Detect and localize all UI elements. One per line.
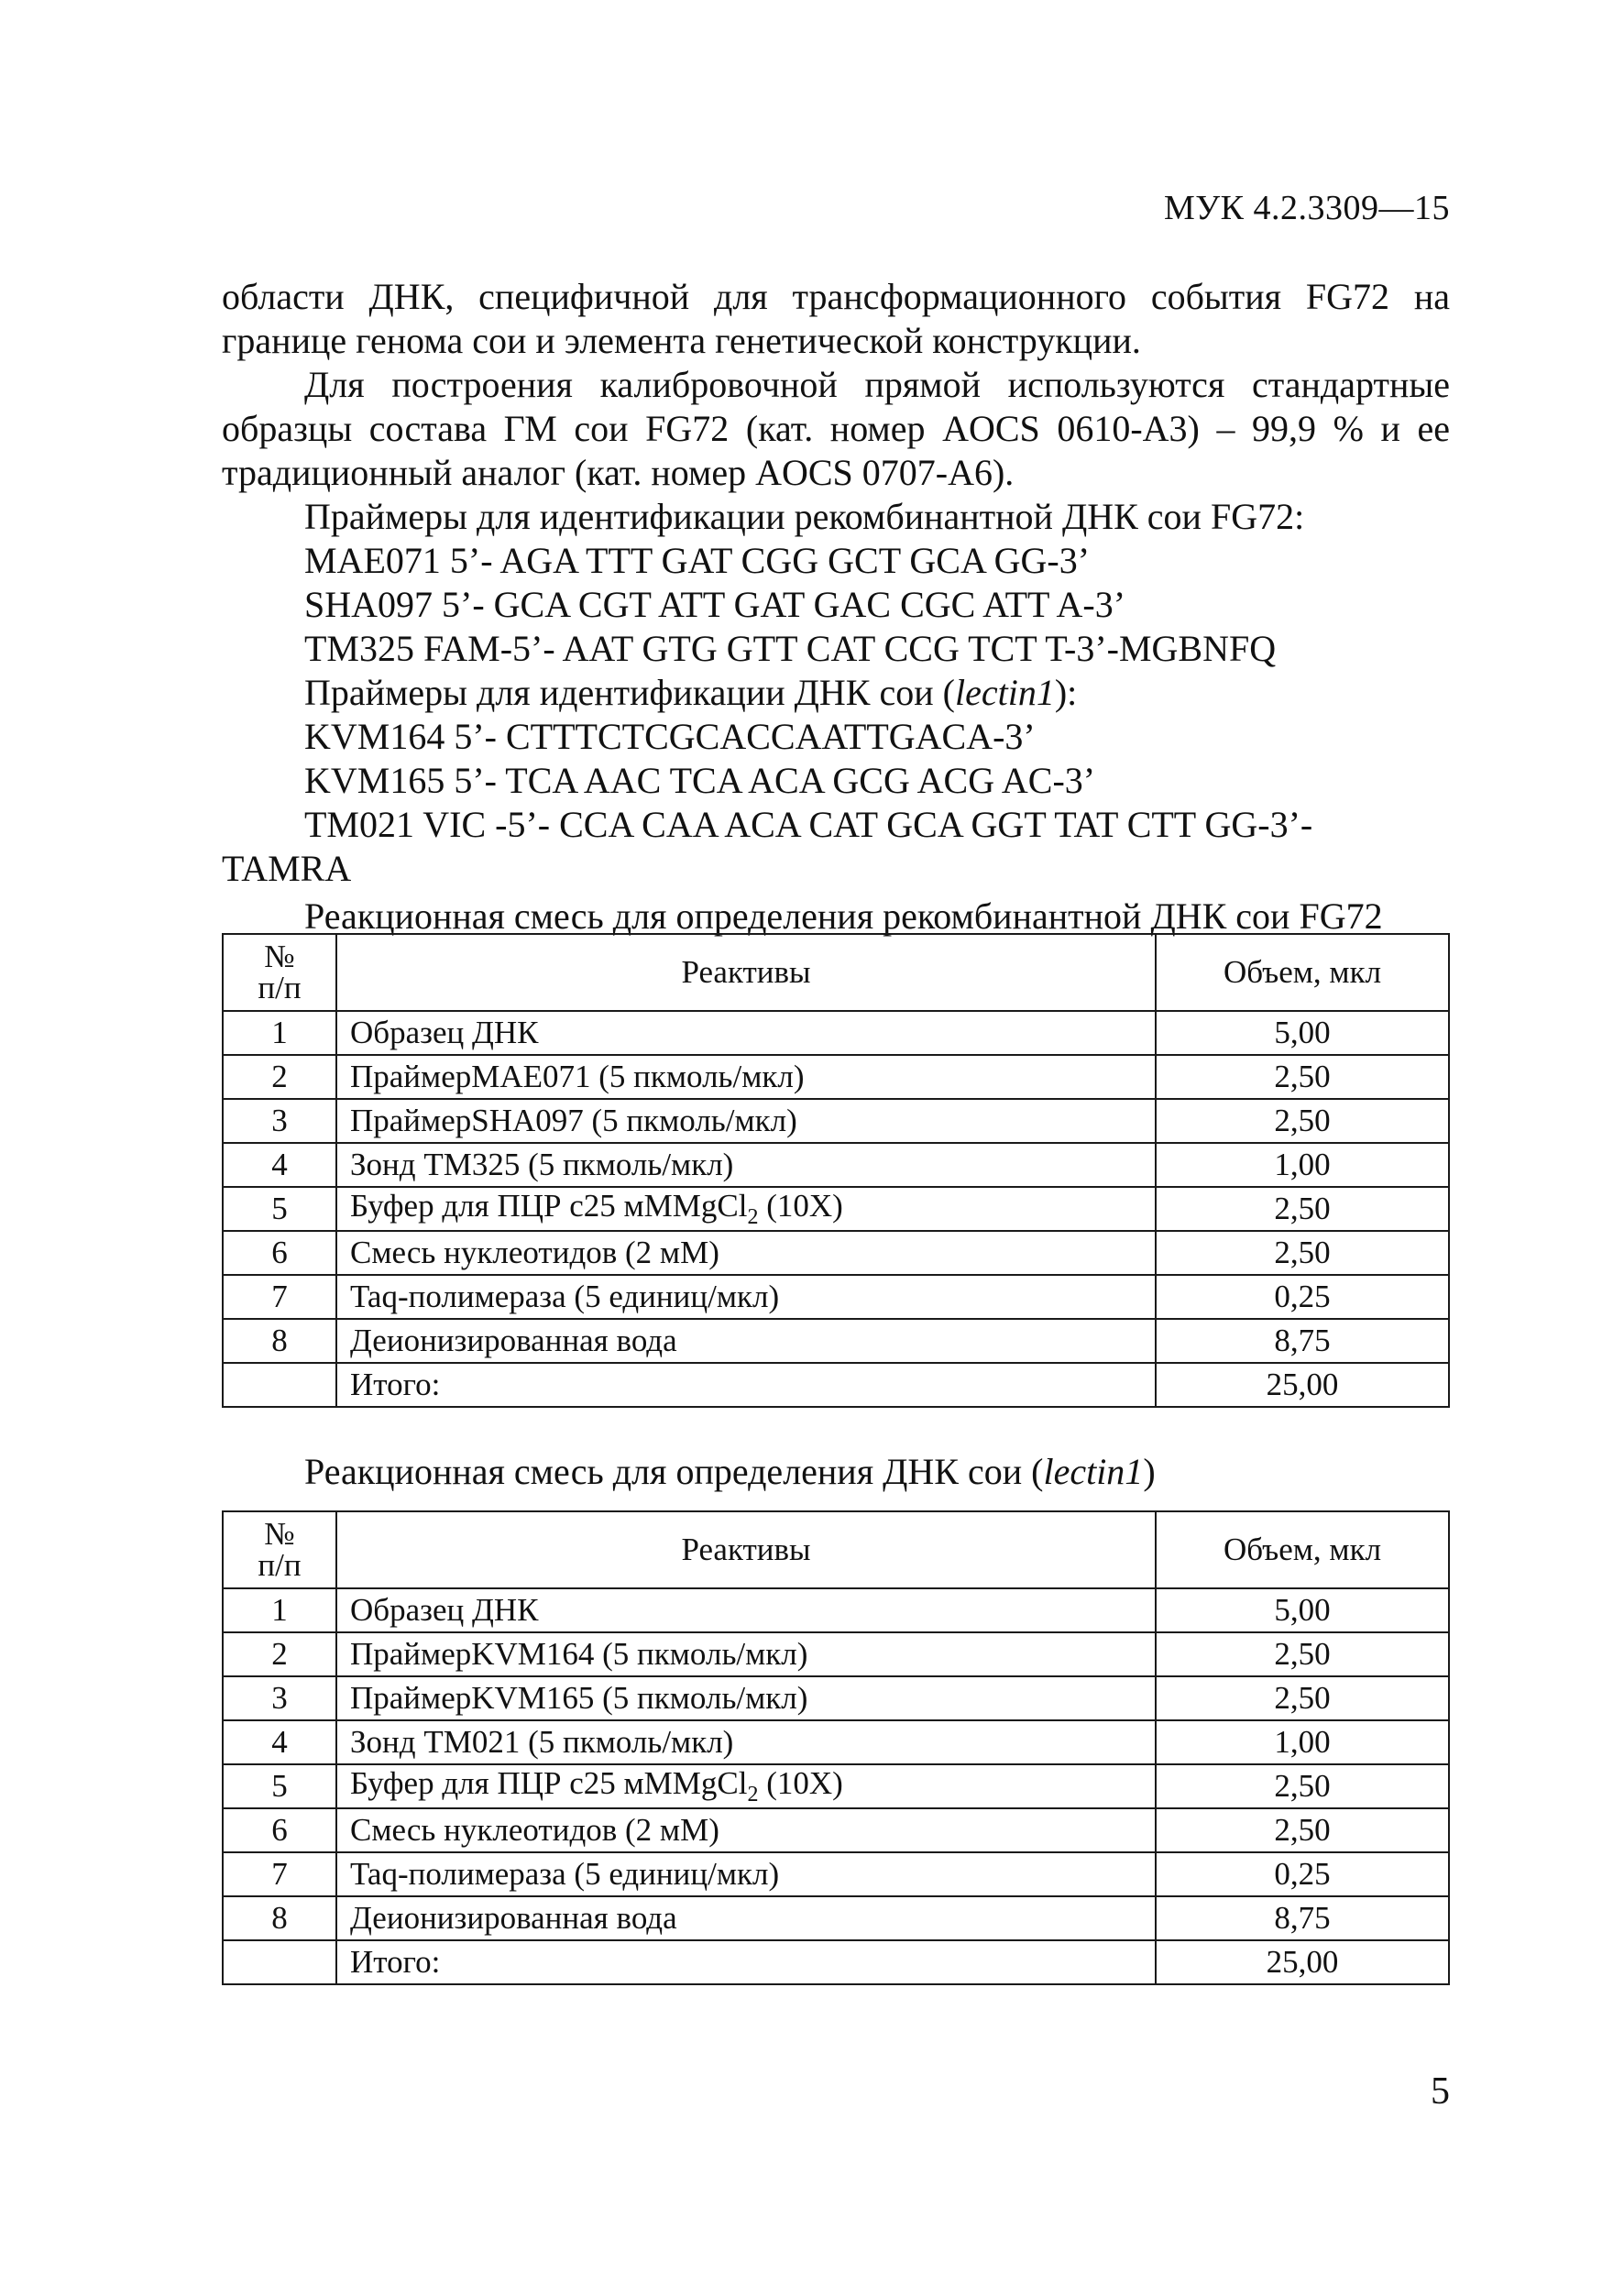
- reaction-mix-table-fg72: [222, 933, 1450, 1408]
- row-number: [223, 1940, 336, 1984]
- table-row: [223, 1632, 1449, 1676]
- table-row: [223, 1055, 1449, 1099]
- primer-line: SHA097 5’- GCA CGT ATT GAT GAC CGC ATT A-3’: [304, 584, 1126, 625]
- reagent-volume: 2,50: [1156, 1187, 1449, 1231]
- title-text: Реакционная смесь для определения ДНК сои (: [304, 1451, 1044, 1492]
- gene-name: lectin1: [954, 672, 1055, 713]
- reagent-name: Taq-полимераза (5 единиц/мкл): [336, 1852, 1156, 1896]
- table-row: [223, 1896, 1449, 1940]
- col-header-volume: Объем, мкл: [1156, 934, 1449, 1011]
- reagent-name: Зонд TM021 (5 пкмоль/мкл): [336, 1720, 1156, 1764]
- reagent-volume: 2,50: [1156, 1632, 1449, 1676]
- table-row: [223, 1940, 1449, 1984]
- reagent-volume: 25,00: [1156, 1363, 1449, 1407]
- reagent-volume: 5,00: [1156, 1588, 1449, 1632]
- table-row: [223, 1011, 1449, 1055]
- row-number: 7: [223, 1275, 336, 1319]
- row-number: 3: [223, 1099, 336, 1143]
- table-row: [223, 1187, 1449, 1231]
- reagent-volume: 1,00: [1156, 1720, 1449, 1764]
- reagent-name: Образец ДНК: [336, 1588, 1156, 1632]
- gene-name: lectin1: [1043, 1451, 1144, 1492]
- row-number: 4: [223, 1143, 336, 1187]
- table-row: [223, 1720, 1449, 1764]
- reagent-volume: 25,00: [1156, 1940, 1449, 1984]
- primers-fg72-heading: Праймеры для идентификации рекомбинантной ДНК сои FG72:: [304, 496, 1305, 537]
- table-row: [223, 1099, 1449, 1143]
- primers-lectin-heading: [222, 671, 1450, 715]
- row-number: 3: [223, 1676, 336, 1720]
- reagent-volume: 2,50: [1156, 1099, 1449, 1143]
- row-number: 7: [223, 1852, 336, 1896]
- table-row: [223, 1676, 1449, 1720]
- reagent-name: Образец ДНК: [336, 1011, 1156, 1055]
- row-number: 2: [223, 1632, 336, 1676]
- heading-text: ):: [1054, 672, 1078, 713]
- row-number: 1: [223, 1588, 336, 1632]
- row-number: 5: [223, 1187, 336, 1231]
- primer-line: KVM164 5’- CTTTCTCGCACCAATTGACA-3’: [304, 716, 1036, 757]
- reagent-name: Смесь нуклеотидов (2 мМ): [336, 1231, 1156, 1275]
- reagent-volume: 2,50: [1156, 1055, 1449, 1099]
- reagent-name: Деионизированная вода: [336, 1896, 1156, 1940]
- row-number: 5: [223, 1764, 336, 1808]
- reagent-name: Деионизированная вода: [336, 1319, 1156, 1363]
- table-row: [223, 1808, 1449, 1852]
- table2-title: [222, 1450, 1156, 1493]
- row-number: 8: [223, 1896, 336, 1940]
- reagent-name: Смесь нуклеотидов (2 мМ): [336, 1808, 1156, 1852]
- reagent-name: Зонд TM325 (5 пкмоль/мкл): [336, 1143, 1156, 1187]
- reagent-name: Итого:: [336, 1363, 1156, 1407]
- paragraph-continuation: области ДНК, специфичной для трансформационного события FG72 на границе генома сои и элемента генетической конструкции.: [222, 276, 1450, 361]
- col-header-number: № п/п: [223, 934, 336, 1011]
- reagent-name: Буфер для ПЦР с25 мММgCl$_2$ (10Х): [336, 1187, 1156, 1231]
- body-text: [222, 275, 1450, 939]
- col-header-volume: Объем, мкл: [1156, 1511, 1449, 1588]
- col-header-reagents: Реактивы: [336, 934, 1156, 1011]
- table1-title: Реакционная смесь для определения рекомбинантной ДНК сои FG72: [304, 895, 1383, 937]
- reagent-name: ПраймерSHA097 (5 пкмоль/мкл): [336, 1099, 1156, 1143]
- reagent-volume: 2,50: [1156, 1808, 1449, 1852]
- primer-line: TM021 VIC -5’- CCA CAA ACA CAT GCA GGT TAT CTT GG-3’-: [304, 804, 1313, 845]
- row-number: 4: [223, 1720, 336, 1764]
- reagent-volume: 2,50: [1156, 1764, 1449, 1808]
- reagent-volume: 5,00: [1156, 1011, 1449, 1055]
- reagent-volume: 1,00: [1156, 1143, 1449, 1187]
- row-number: 6: [223, 1231, 336, 1275]
- table-row: [223, 1231, 1449, 1275]
- table-row: [223, 1143, 1449, 1187]
- heading-text: Праймеры для идентификации ДНК сои (: [304, 672, 955, 713]
- reaction-mix-table-lectin1: [222, 1510, 1450, 1985]
- table-row: [223, 1275, 1449, 1319]
- reagent-volume: 0,25: [1156, 1275, 1449, 1319]
- primer-line: KVM165 5’- TCA AAC TCA ACA GCG ACG AC-3’: [304, 760, 1096, 801]
- reagent-volume: 2,50: [1156, 1231, 1449, 1275]
- col-header-number: № п/п: [223, 1511, 336, 1588]
- primer-line-wrap: TAMRA: [222, 848, 352, 889]
- reagent-volume: 2,50: [1156, 1676, 1449, 1720]
- table-header-row: [223, 934, 1449, 1011]
- reagent-name: Буфер для ПЦР с25 мММgCl$_2$ (10Х): [336, 1764, 1156, 1808]
- reagent-volume: 8,75: [1156, 1896, 1449, 1940]
- reagent-name: Taq-полимераза (5 единиц/мкл): [336, 1275, 1156, 1319]
- primer-line: TM325 FAM-5’- AAT GTG GTT CAT CCG TCT T-3’-MGBNFQ: [304, 628, 1277, 669]
- table-row: [223, 1764, 1449, 1808]
- table-row: [223, 1852, 1449, 1896]
- title-text: ): [1143, 1451, 1156, 1492]
- reagent-name: ПраймерKVM164 (5 пкмоль/мкл): [336, 1632, 1156, 1676]
- table-row: [223, 1588, 1449, 1632]
- row-number: 6: [223, 1808, 336, 1852]
- primer-line: MAE071 5’- AGA TTT GAT CGG GCT GCA GG-3’: [304, 540, 1091, 581]
- table-row: [223, 1363, 1449, 1407]
- reagent-volume: 0,25: [1156, 1852, 1449, 1896]
- row-number: 2: [223, 1055, 336, 1099]
- reagent-name: Итого:: [336, 1940, 1156, 1984]
- reagent-name: ПраймерKVM165 (5 пкмоль/мкл): [336, 1676, 1156, 1720]
- reagent-name: ПраймерMAE071 (5 пкмоль/мкл): [336, 1055, 1156, 1099]
- table-row: [223, 1319, 1449, 1363]
- table-header-row: [223, 1511, 1449, 1588]
- page-number: 5: [1431, 2070, 1450, 2113]
- row-number: 1: [223, 1011, 336, 1055]
- reagent-volume: 8,75: [1156, 1319, 1449, 1363]
- row-number: [223, 1363, 336, 1407]
- paragraph-calibration: Для построения калибровочной прямой используются стандартные образцы состава ГМ сои FG72 (кат. номер AOCS 0610-A3) – 99,9 % и ее традиционный аналог (кат. номер AOCS 0707-A6).: [222, 364, 1450, 493]
- row-number: 8: [223, 1319, 336, 1363]
- col-header-reagents: Реактивы: [336, 1511, 1156, 1588]
- document-header: МУК 4.2.3309—15: [1163, 189, 1450, 227]
